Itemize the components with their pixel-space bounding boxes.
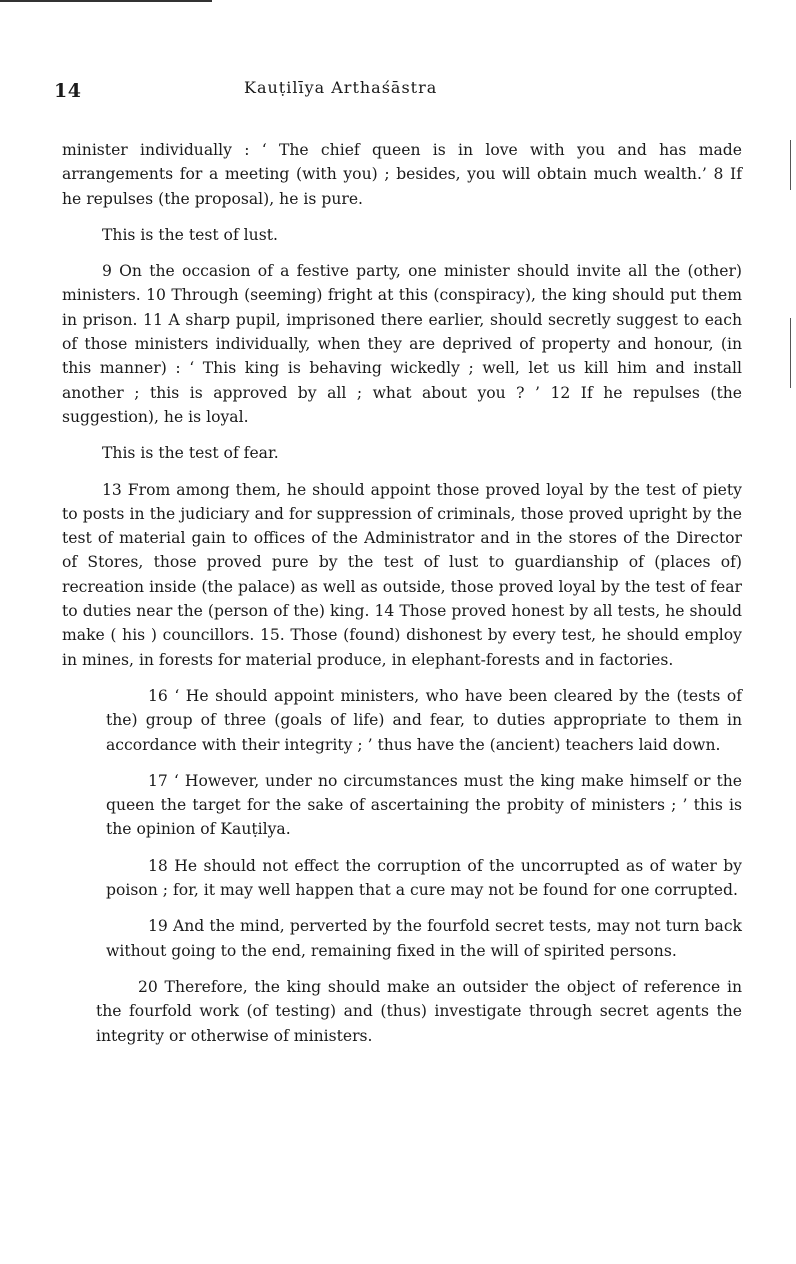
margin-mark (790, 318, 791, 388)
paragraph: This is the test of fear. (102, 444, 279, 463)
paragraph: 20 Therefore, the king should make an outsider the object of reference in the fourfold work (of testing) and (thus) investigate through secret agents the integrity or otherwise of ministers. (96, 977, 742, 1045)
top-rule (0, 0, 212, 2)
body-text (62, 138, 742, 1048)
margin-mark (790, 140, 791, 190)
paragraph: 13 From among them, he should appoint those proved loyal by the test of piety to posts in the judiciary and for suppression of criminals, those proved upright by the test of material gain to offices of the Administrator and in the stores of the Director of Stores, those proved pure by the test of lust to guardianship of (places of) recreation inside (the palace) as well as outside, those proved loyal by the test of fear to duties near the (person of the) king. 14 Those proved honest by all tests, he should make ( his ) councillors. 15. Those (found) dishonest by every test, he should employ in mines, in forests for material produce, in elephant-forests and in factories. (62, 480, 742, 669)
paragraph: 18 He should not effect the corruption of the uncorrupted as of water by poison ; for, it may well happen that a cure may not be found for one corrupted. (106, 856, 742, 900)
paragraph: 16 ‘ He should appoint ministers, who have been cleared by the (tests of the) group of three (goals of life) and fear, to duties appropriate to them in accordance with their integrity ; ’ thus have the (ancient) teachers laid down. (106, 686, 742, 754)
page-number: 14 (54, 80, 82, 102)
paragraph: minister individually : ‘ The chief queen is in love with you and has made arrangements for a meeting (with you) ; besides, you will obtain much wealth.’ 8 If he repulses (the proposal), he is pure. (62, 141, 742, 208)
running-title: Kauṭilīya Arthaśāstra (244, 78, 438, 97)
paragraph: 17 ‘ However, under no circumstances must the king make himself or the queen the target for the sake of ascertaining the probity of ministers ; ’ this is the opinion of Kauṭilya. (106, 771, 742, 839)
paragraph: 9 On the occasion of a festive party, one minister should invite all the (other) ministers. 10 Through (seeming) fright at this (conspiracy), the king should put them in prison. 11 A sharp pupil, imprisoned there earlier, should secretly suggest to each of those ministers individually, when they are deprived of property and honour, (in this manner) : ‘ This king is behaving wickedly ; well, let us kill him and install another ; this is approved by all ; what about you ? ’ 12 If he repulses (the suggestion), he is loyal. (62, 262, 742, 426)
paragraph: This is the test of lust. (102, 225, 278, 244)
page-header (0, 76, 796, 100)
paragraph: 19 And the mind, perverted by the fourfold secret tests, may not turn back without going to the end, remaining fixed in the will of spirited persons. (106, 917, 742, 960)
